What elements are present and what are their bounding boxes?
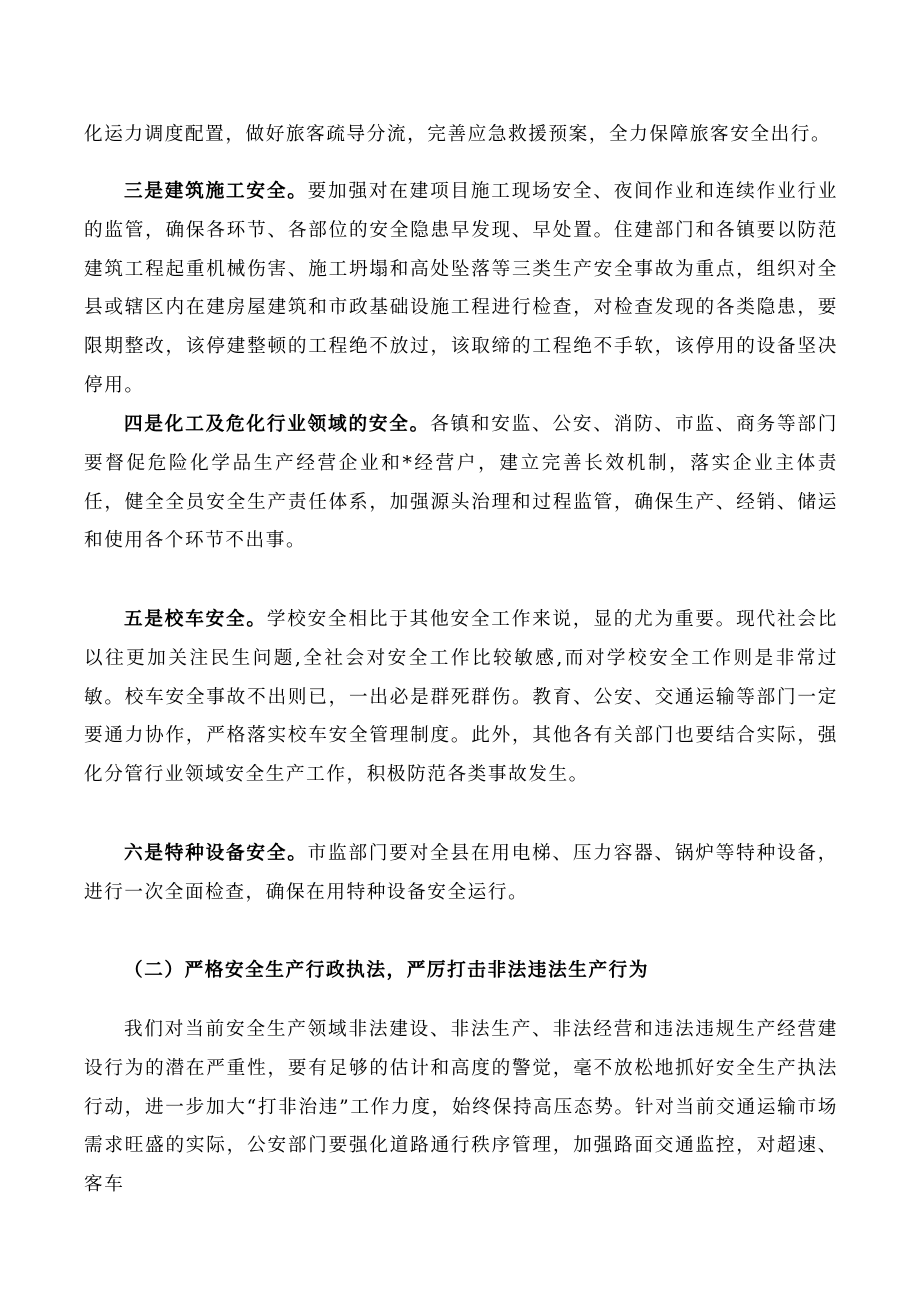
paragraph-text: 市监部门要对全县在用电梯、压力容器、锅炉等特种设备，进行一次全面检查，确保在用特种设备安全运行。 bbox=[84, 843, 838, 903]
paragraph-lead-heading: 五是校车安全。 bbox=[124, 609, 267, 630]
paragraph-lead-heading: 六是特种设备安全。 bbox=[124, 843, 308, 864]
paragraph-enforcement bbox=[84, 1011, 838, 1205]
section-heading: （二）严格安全生产行政执法，严厉打击非法违法生产行为 bbox=[124, 960, 650, 981]
paragraph-chemical-safety bbox=[84, 406, 838, 561]
paragraph-construction-safety bbox=[84, 173, 838, 406]
paragraph-transport-continuation bbox=[84, 116, 838, 155]
paragraph-text: 化运力调度配置，做好旅客疏导分流，完善应急救援预案，全力保障旅客安全出行。 bbox=[84, 124, 832, 145]
paragraph-text: 要加强对在建项目施工现场安全、夜间作业和连续作业行业的监管，确保各环节、各部位的安全隐患早发现、早处置。住建部门和各镇要以防范建筑工程起重机械伤害、施工坍塌和高处坠落等三类生产安全事故为重点，组织对全县或辖区内在建房屋建筑和市政基础设施工程进行检查，对检查发现的各类隐患，要限期整改，该停建整顿的工程绝不放过，该取缔的工程绝不手软，该停用的设备坚决停用。 bbox=[84, 181, 838, 396]
paragraph-schoolbus-safety bbox=[84, 601, 838, 795]
paragraph-lead-heading: 三是建筑施工安全。 bbox=[124, 181, 308, 202]
paragraph-text: 各镇和安监、公安、消防、市监、商务等部门要督促危险化学品生产经营企业和*经营户，建立完善长效机制，落实企业主体责任，健全全员安全生产责任体系，加强源头治理和过程监管，确保生产、经销、储运和使用各个环节不出事。 bbox=[84, 414, 838, 552]
paragraph-text: 学校安全相比于其他安全工作来说，显的尤为重要。现代社会比以往更加关注民生问题,全社会对安全工作比较敏感,而对学校安全工作则是非常过敏。校车安全事故不出则已，一出必是群死群伤。教育、公安、交通运输等部门一定要通力协作，严格落实校车安全管理制度。此外，其他各有关部门也要结合实际，强化分管行业领域安全生产工作，积极防范各类事故发生。 bbox=[84, 609, 838, 786]
paragraph-text: 我们对当前安全生产领域非法建设、非法生产、非法经营和违法违规生产经营建设行为的潜在严重性，要有足够的估计和高度的警觉，毫不放松地抓好安全生产执法行动，进一步加大“打非治违”工作力度，始终保持高压态势。针对当前交通运输市场需求旺盛的实际，公安部门要强化道路通行秩序管理，加强路面交通监控，对超速、客车 bbox=[84, 1019, 838, 1196]
paragraph-special-equipment-safety bbox=[84, 835, 838, 913]
paragraph-lead-heading: 四是化工及危化行业领域的安全。 bbox=[124, 414, 431, 435]
